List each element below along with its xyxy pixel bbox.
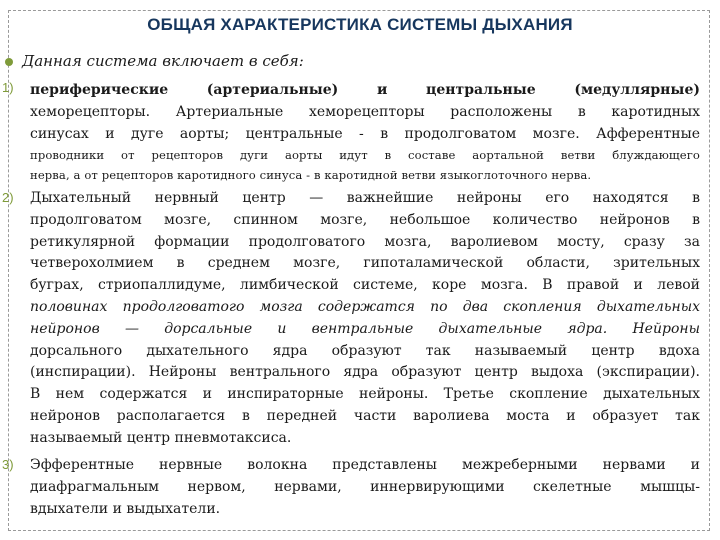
list-item-2-line-7: нейронов — дорсальные и вентральные дыхательные ядра. Нейроны (30, 320, 700, 337)
list-item-2-line-11: нейронов располагается в передней части варолиева моста и образует так (30, 407, 700, 424)
list-item-3-line-3: вдыхатели и выдыхатели. (30, 500, 221, 517)
slide-title: ОБЩАЯ ХАРАКТЕРИСТИКА СИСТЕМЫ ДЫХАНИЯ (147, 15, 573, 34)
list-item-1-line-3: синусах и дуге аорты; центральные - в продолговатом мозге. Афферентные (30, 126, 700, 142)
list-item-1-line-4: проводники от рецепторов дуги аорты идут в составе аортальной ветви блуждающего (30, 148, 700, 162)
list-item-2-line-2: продолговатом мозге, спинном мозге, небольшое количество нейронов в (30, 211, 700, 228)
item-number-1: 1) (2, 80, 14, 95)
item-number-2: 2) (2, 190, 14, 205)
list-item-1 (30, 79, 700, 185)
list-item-2-line-8: дорсального дыхательного ядра образуют так называемый центр вдоха (30, 342, 700, 359)
list-item-1-line-1: периферические (артериальные) и центральные (медуллярные) (30, 82, 700, 98)
list-item-2 (30, 188, 700, 450)
list-item-3-line-1: Эфферентные нервные волокна представлены межреберными нервами и (30, 457, 700, 473)
list-item-2-line-4: четверохолмием в среднем мозге, гипоталамической области, зрительных (30, 255, 700, 272)
list-item-2-line-12: называемый центр пневмотаксиса. (30, 429, 292, 446)
list-item-3-line-2: диафрагмальным нервом, нервами, иннервирующими скелетные мышцы- (30, 478, 700, 495)
list-item-3 (30, 455, 700, 520)
list-item-2-line-6: половинах продолговатого мозга содержатся по два скопления дыхательных (30, 298, 700, 315)
list-item-2-line-3: ретикулярной формации продолговатого мозга, варолиевом мосту, сразу за (30, 233, 700, 250)
list-item-2-line-1: Дыхательный нервный центр — важнейшие нейроны его находятся в (30, 190, 700, 206)
list-item-2-line-5: буграх, стриопаллидуме, лимбической системе, коре мозга. В правой и левой (30, 277, 700, 294)
list-item-2-line-9: (инспирации). Нейроны вентрального ядра образуют центр выдоха (экспирации). (30, 364, 700, 381)
list-item-2-line-10: В нем содержатся и инспираторные нейроны. Третье скопление дыхательных (30, 386, 700, 403)
item-number-3: 3) (2, 457, 14, 472)
list-item-1-line-5: нерва, а от рецепторов каротидного синуса - в каротидной ветви языкоглоточного нерва. (30, 168, 592, 182)
intro-text: Данная система включает в себя: (22, 52, 304, 70)
list-item-1-line-2: хеморецепторы. Артериальные хеморецепторы расположены в каротидных (30, 104, 700, 120)
bullet-dot-icon (5, 58, 13, 66)
